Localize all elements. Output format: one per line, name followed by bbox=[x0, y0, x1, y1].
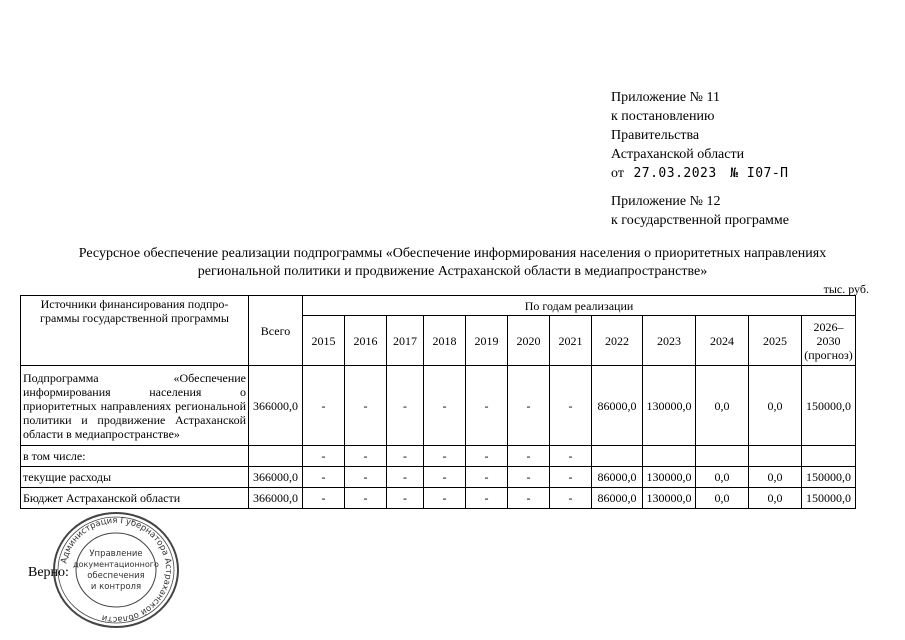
appendix-11-line1: Приложение № 11 bbox=[611, 90, 720, 105]
units-label: тыс. руб. bbox=[823, 282, 869, 296]
row-total bbox=[249, 446, 303, 467]
header-year: 2026–2030 (прогноз) bbox=[802, 316, 856, 366]
row-value: - bbox=[303, 366, 345, 446]
table-row bbox=[21, 467, 856, 488]
row-value: - bbox=[387, 488, 424, 509]
row-value: 150000,0 bbox=[802, 467, 856, 488]
row-value: - bbox=[424, 366, 466, 446]
appendix-11-line3: Правительства bbox=[611, 128, 700, 143]
title-line2: региональной политики и продвижение Астраханской области в медиапространстве» bbox=[197, 264, 708, 279]
row-value: 0,0 bbox=[696, 467, 749, 488]
row-value: - bbox=[345, 366, 387, 446]
row-value bbox=[696, 446, 749, 467]
row-value: - bbox=[508, 366, 550, 446]
row-value bbox=[643, 446, 696, 467]
document-date: 27.03.2023 bbox=[633, 166, 717, 181]
document-title bbox=[20, 245, 885, 281]
header-years-group: По годам реализации bbox=[303, 296, 856, 316]
row-value: - bbox=[508, 446, 550, 467]
header-year: 2016 bbox=[345, 316, 387, 366]
header-year: 2021 bbox=[550, 316, 592, 366]
row-value: - bbox=[424, 488, 466, 509]
stamp-inner-ring bbox=[76, 533, 156, 607]
row-value: - bbox=[550, 488, 592, 509]
header-year: 2023 bbox=[643, 316, 696, 366]
row-value: - bbox=[508, 467, 550, 488]
row-value: 0,0 bbox=[696, 366, 749, 446]
header-year: 2018 bbox=[424, 316, 466, 366]
date-prefix: от bbox=[611, 166, 624, 181]
row-value: - bbox=[387, 366, 424, 446]
row-value: 130000,0 bbox=[643, 366, 696, 446]
row-value: 86000,0 bbox=[592, 467, 643, 488]
row-value: 130000,0 bbox=[643, 488, 696, 509]
row-source: Бюджет Астраханской области bbox=[21, 488, 249, 509]
row-value: - bbox=[550, 366, 592, 446]
row-value bbox=[592, 446, 643, 467]
header-year: 2025 bbox=[749, 316, 802, 366]
stamp-inner-line1: Управление bbox=[89, 549, 143, 559]
row-value: - bbox=[466, 467, 508, 488]
row-value: 0,0 bbox=[749, 366, 802, 446]
row-value: - bbox=[303, 446, 345, 467]
row-value: - bbox=[508, 488, 550, 509]
header-total: Всего bbox=[249, 296, 303, 366]
table-row bbox=[21, 488, 856, 509]
row-source: в том числе: bbox=[21, 446, 249, 467]
row-total: 366000,0 bbox=[249, 366, 303, 446]
row-value: - bbox=[550, 467, 592, 488]
header-year: 2022 bbox=[592, 316, 643, 366]
stamp-inner-line4: и контроля bbox=[90, 582, 142, 592]
appendix-11-line2: к постановлению bbox=[611, 109, 715, 124]
row-total: 366000,0 bbox=[249, 467, 303, 488]
verno-label: Верно: bbox=[28, 565, 69, 580]
appendix-12-line1: Приложение № 12 bbox=[611, 194, 721, 209]
stamp-outer-text: Администрация Губернатора Астраханской области bbox=[59, 515, 174, 625]
header-year: 2024 bbox=[696, 316, 749, 366]
appendix-11-block bbox=[611, 88, 789, 183]
table-row bbox=[21, 446, 856, 467]
appendix-11-line4: Астраханской области bbox=[611, 147, 745, 162]
row-value: - bbox=[550, 446, 592, 467]
row-total: 366000,0 bbox=[249, 488, 303, 509]
stamp-inner-line2: документационного bbox=[73, 560, 159, 569]
row-source: текущие расходы bbox=[21, 467, 249, 488]
row-value: - bbox=[345, 446, 387, 467]
stamp-outer-ring bbox=[54, 513, 178, 627]
stamp-inner-line3: обеспечения bbox=[87, 571, 145, 581]
row-value: - bbox=[303, 488, 345, 509]
table-row bbox=[21, 366, 856, 446]
header-year: 2020 bbox=[508, 316, 550, 366]
row-value bbox=[802, 446, 856, 467]
row-value: - bbox=[303, 467, 345, 488]
row-value: - bbox=[424, 446, 466, 467]
header-source: Источники финансирования подпро-граммы государственной программы bbox=[21, 296, 249, 366]
row-value: - bbox=[466, 366, 508, 446]
row-value: 0,0 bbox=[696, 488, 749, 509]
row-value: - bbox=[387, 446, 424, 467]
row-value: 86000,0 bbox=[592, 366, 643, 446]
row-value: - bbox=[345, 467, 387, 488]
row-value bbox=[749, 446, 802, 467]
row-value: 150000,0 bbox=[802, 488, 856, 509]
header-year: 2019 bbox=[466, 316, 508, 366]
official-stamp bbox=[50, 510, 182, 630]
row-value: 130000,0 bbox=[643, 467, 696, 488]
header-year: 2015 bbox=[303, 316, 345, 366]
row-value: - bbox=[345, 488, 387, 509]
row-value: - bbox=[466, 446, 508, 467]
row-value: 150000,0 bbox=[802, 366, 856, 446]
appendix-12-block bbox=[611, 192, 789, 230]
row-source: Подпрограмма «Обеспечение информирования населения о приоритетных направлениях региональной политики и продвижение Астраханской области в медиапространстве» bbox=[21, 366, 249, 446]
row-value: 86000,0 bbox=[592, 488, 643, 509]
header-year: 2017 bbox=[387, 316, 424, 366]
resource-table bbox=[20, 295, 856, 509]
row-value: - bbox=[424, 467, 466, 488]
appendix-11-date-line bbox=[611, 164, 789, 183]
title-line1: Ресурсное обеспечение реализации подпрограммы «Обеспечение информирования населения о приоритетных направлениях bbox=[78, 246, 827, 261]
row-value: - bbox=[466, 488, 508, 509]
row-value: 0,0 bbox=[749, 488, 802, 509]
document-number: № I07-П bbox=[730, 166, 789, 181]
appendix-12-line2: к государственной программе bbox=[611, 213, 789, 228]
row-value: - bbox=[387, 467, 424, 488]
row-value: 0,0 bbox=[749, 467, 802, 488]
